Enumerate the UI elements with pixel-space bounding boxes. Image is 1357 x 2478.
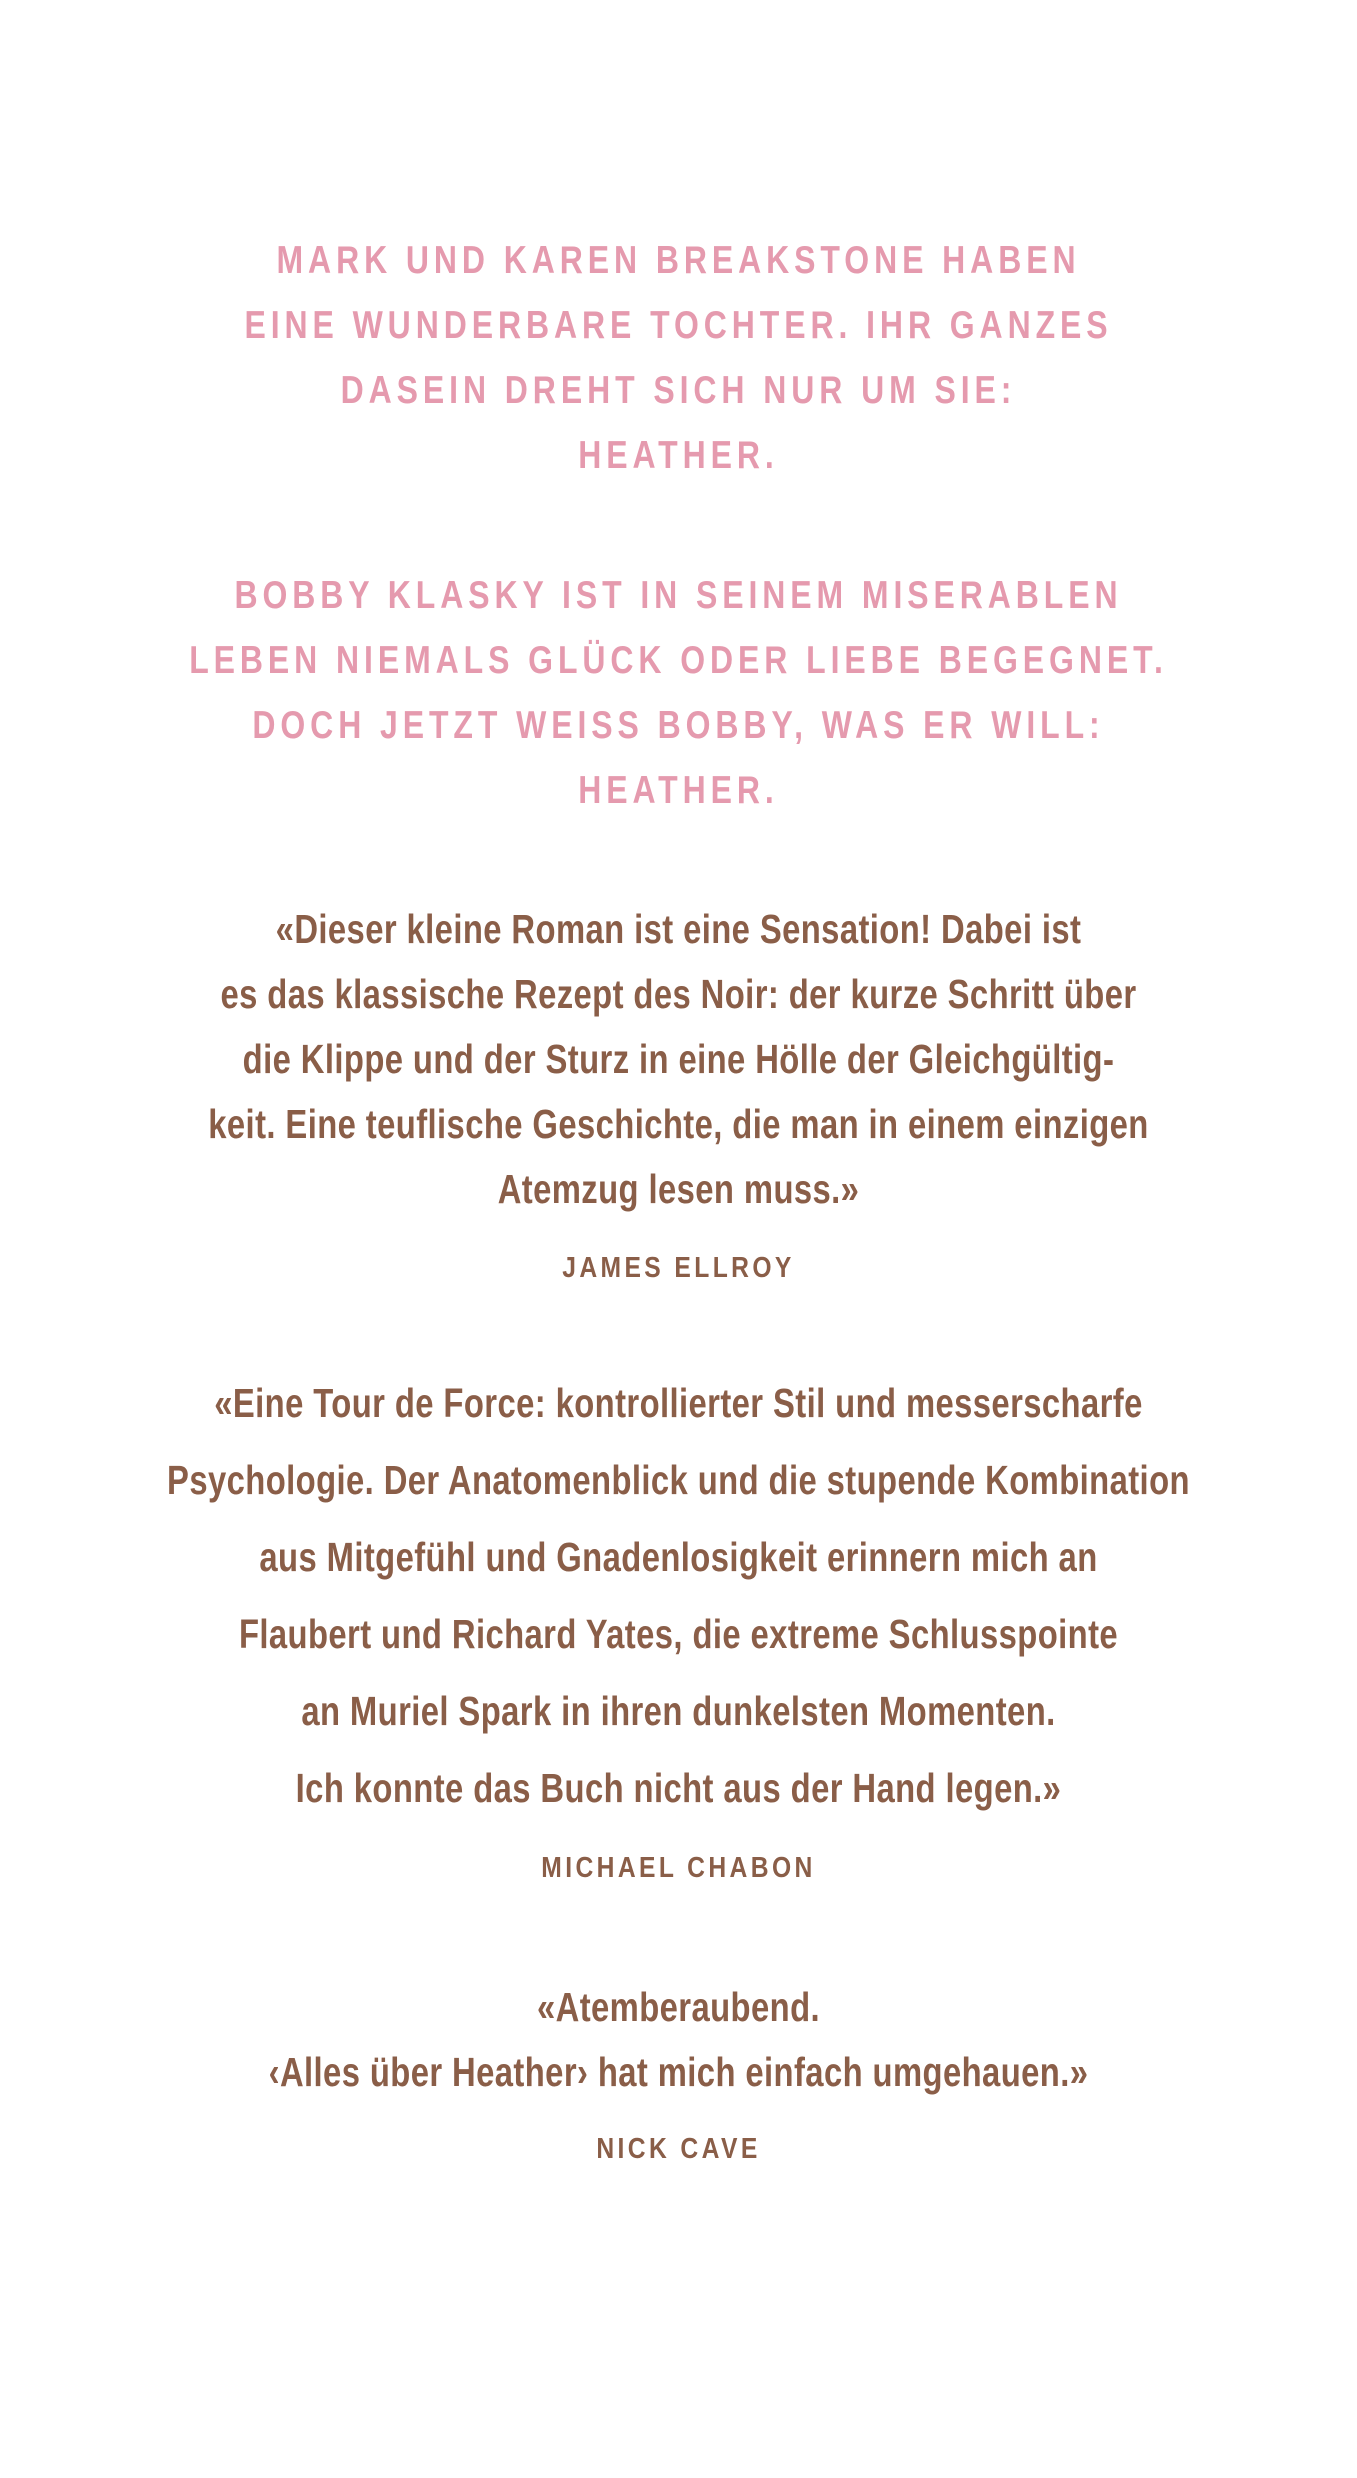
quote-line: an Muriel Spark in ihren dunkelsten Momenten. <box>301 1688 1056 1734</box>
intro-paragraph-klasky <box>122 563 1235 823</box>
quote-author: JAMES ELLROY <box>562 1252 795 1284</box>
quote-line: es das klassische Rezept des Noir: der kurze Schritt über <box>220 971 1137 1017</box>
quote-line: «Dieser kleine Roman ist eine Sensation! Dabei ist <box>275 906 1082 952</box>
quote-cave <box>136 1975 1222 2105</box>
intro-line: BOBBY KLASKY IST IN SEINEM MISERABLEN <box>234 574 1123 617</box>
intro-line: LEBEN NIEMALS GLÜCK ODER LIEBE BEGEGNET. <box>189 639 1168 682</box>
intro-line: MARK UND KAREN BREAKSTONE HABEN <box>276 239 1081 282</box>
quote-ellroy <box>136 897 1222 1222</box>
quote-line: die Klippe und der Sturz in eine Hölle der Gleichgültig- <box>242 1036 1115 1082</box>
quote-line: Psychologie. Der Anatomenblick und die stupende Kombination <box>167 1457 1190 1503</box>
quote-line: Atemzug lesen muss.» <box>497 1166 860 1212</box>
intro-paragraph-breakstone <box>122 228 1235 488</box>
intro-line: DOCH JETZT WEISS BOBBY, WAS ER WILL: <box>252 704 1105 747</box>
quote-line: «Atemberaubend. <box>536 1984 821 2030</box>
quote-chabon <box>136 1365 1222 1827</box>
quote-line: ‹Alles über Heather› hat mich einfach umgehauen.» <box>268 2049 1089 2095</box>
quote-line: aus Mitgefühl und Gnadenlosigkeit erinnern mich an <box>259 1534 1098 1580</box>
intro-line: DASEIN DREHT SICH NUR UM SIE: <box>340 369 1017 412</box>
intro-line: HEATHER. <box>578 434 779 477</box>
quote-line: Flaubert und Richard Yates, die extreme Schlusspointe <box>238 1611 1119 1657</box>
intro-line: HEATHER. <box>578 769 779 812</box>
quote-line: Ich konnte das Buch nicht aus der Hand legen.» <box>295 1765 1062 1811</box>
quote-author: NICK CAVE <box>596 2133 761 2165</box>
quote-author: MICHAEL CHABON <box>541 1852 816 1884</box>
quote-line: keit. Eine teuflische Geschichte, die man in einem einzigen <box>208 1101 1149 1147</box>
intro-line: EINE WUNDERBARE TOCHTER. IHR GANZES <box>244 304 1113 347</box>
quote-line: «Eine Tour de Force: kontrollierter Stil und messerscharfe <box>214 1380 1143 1426</box>
